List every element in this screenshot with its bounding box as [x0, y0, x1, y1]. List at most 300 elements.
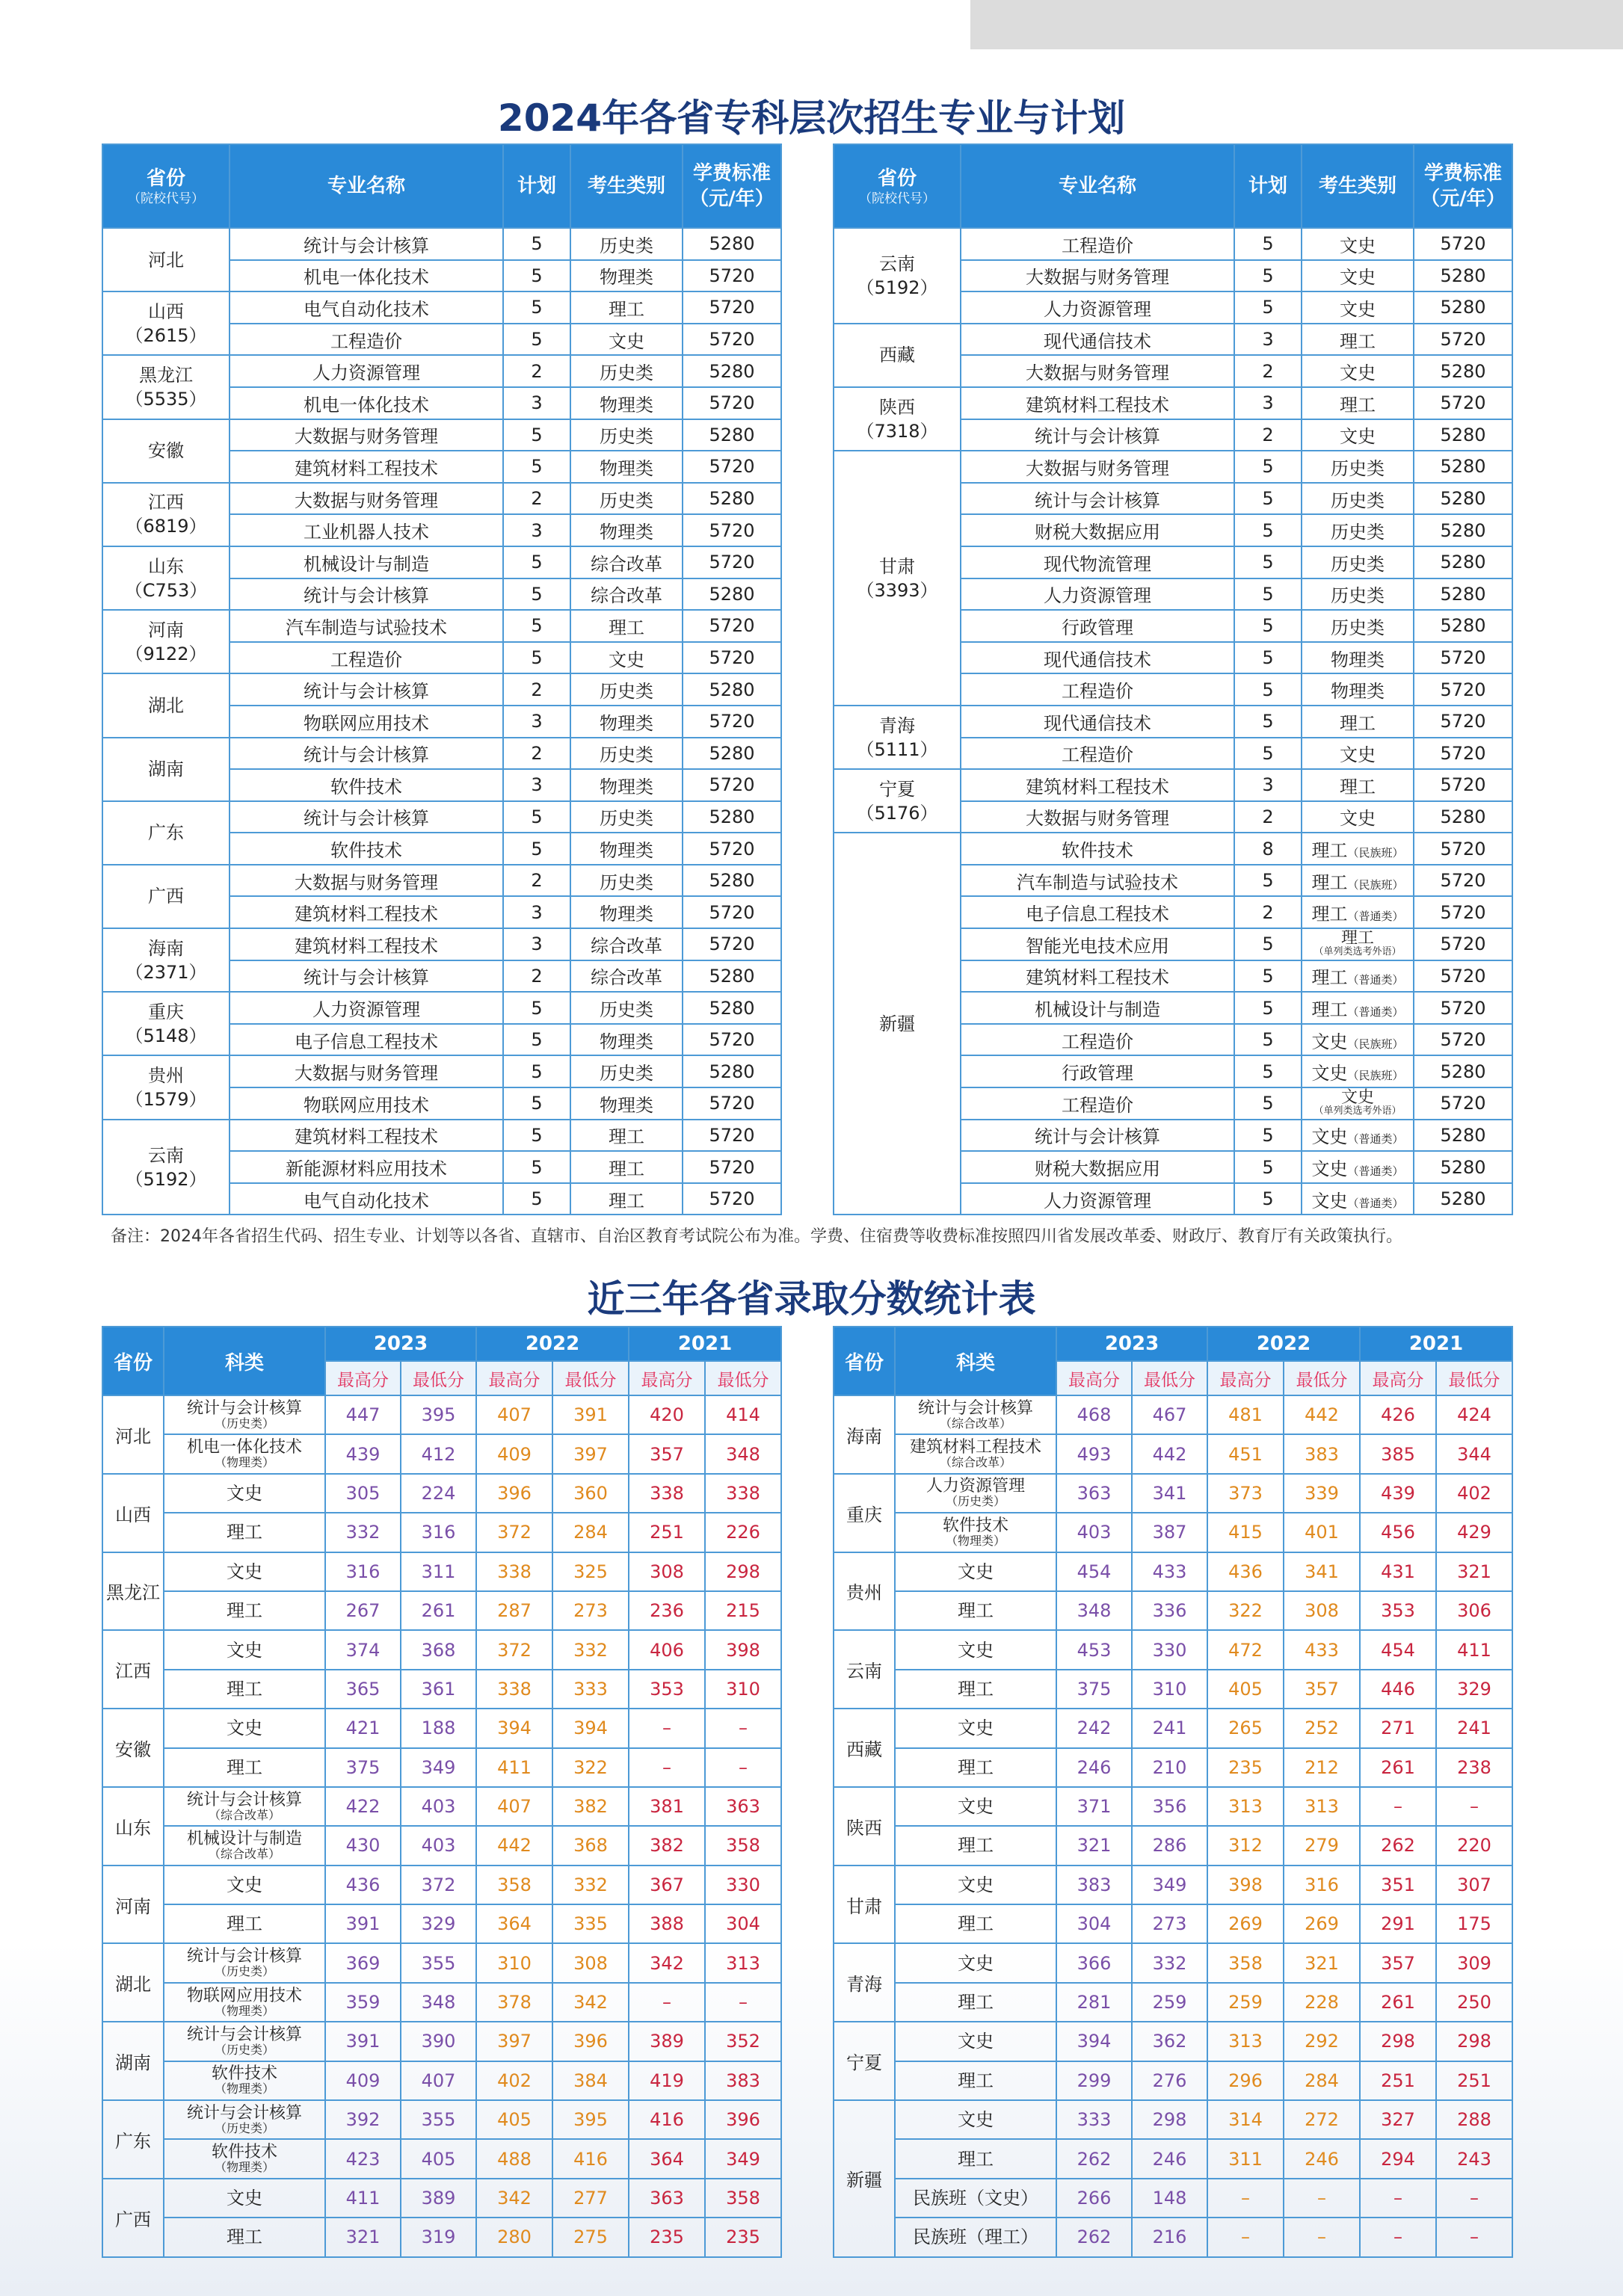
major-name: 工程造价 [961, 738, 1234, 770]
score-2023-min: 298 [1132, 2100, 1207, 2139]
major-name: 人力资源管理 [961, 1183, 1234, 1215]
score-row [834, 1630, 1512, 1669]
score-province-cell: 黑龙江 [102, 1552, 164, 1631]
score-2023-min: 362 [1132, 2022, 1207, 2061]
score-subject: 文史 [164, 1866, 325, 1904]
score-2023-max: 430 [325, 1826, 401, 1865]
plan-count: 5 [1234, 992, 1302, 1024]
major-name: 大数据与财务管理 [230, 419, 503, 451]
tuition-fee: 5280 [1414, 483, 1512, 515]
plan-province-cell [834, 769, 961, 833]
score-header-year: 2022 [476, 1327, 629, 1361]
score-2021-max: 406 [629, 1630, 705, 1669]
score-row [834, 2022, 1512, 2061]
score-row [834, 1904, 1512, 1943]
tuition-fee: 5280 [1414, 451, 1512, 483]
score-2021-max: 294 [1360, 2139, 1436, 2178]
tuition-fee: 5720 [1414, 769, 1512, 801]
score-2022-min: 228 [1284, 1983, 1360, 2022]
score-2021-max: 353 [629, 1670, 705, 1709]
score-subject [164, 2022, 325, 2061]
major-name: 统计与会计核算 [961, 483, 1234, 515]
score-row [102, 1866, 781, 1904]
score-2023-max: 453 [1056, 1630, 1132, 1669]
major-name: 统计与会计核算 [230, 960, 503, 993]
score-province-cell: 西藏 [834, 1709, 895, 1787]
major-name: 大数据与财务管理 [230, 1055, 503, 1087]
score-2023-max: 242 [1056, 1709, 1132, 1747]
score-header-year: 2023 [325, 1327, 476, 1361]
plan-count: 2 [503, 738, 570, 770]
score-2021-min: 306 [1436, 1591, 1512, 1630]
exam-category: 物理类 [1302, 673, 1414, 706]
exam-category: 历史类 [570, 419, 683, 451]
plan-table-right [833, 144, 1513, 1215]
score-2023-max: 266 [1056, 2179, 1132, 2218]
exam-category: 历史类 [1302, 546, 1414, 578]
score-2023-max: 316 [325, 1552, 401, 1591]
score-2023-max: 333 [1056, 2100, 1132, 2139]
subject-name: 人力资源管理 [926, 1477, 1025, 1496]
plan-count: 3 [503, 706, 570, 738]
plan-province-cell [102, 928, 230, 992]
score-2021-min: 310 [705, 1670, 781, 1709]
score-2022-min: 252 [1284, 1709, 1360, 1747]
score-header-year: 2021 [1360, 1327, 1512, 1361]
score-2022-max: 396 [476, 1474, 552, 1513]
exam-category: 文史 [570, 324, 683, 356]
score-2023-min: 349 [1132, 1866, 1207, 1904]
score-2021-min: 243 [1436, 2139, 1512, 2178]
plan-province-cell [834, 228, 961, 324]
score-2022-min: 396 [552, 2022, 629, 2061]
score-subject [164, 1787, 325, 1826]
score-2023-min: 316 [401, 1513, 476, 1552]
score-subject [164, 1943, 325, 1982]
tuition-fee: 5280 [683, 992, 781, 1024]
score-row [102, 1395, 781, 1434]
tuition-fee: 5280 [1414, 260, 1512, 292]
major-name: 统计与会计核算 [230, 578, 503, 611]
major-name: 建筑材料工程技术 [230, 1120, 503, 1152]
tuition-fee: 5720 [1414, 992, 1512, 1024]
score-2021-max: 439 [1360, 1474, 1436, 1513]
exam-category: 文史 [1302, 738, 1414, 770]
score-province-cell: 新疆 [834, 2100, 895, 2257]
plan-count: 5 [503, 1151, 570, 1183]
score-2021-max: 456 [1360, 1513, 1436, 1552]
score-2022-max: 364 [476, 1904, 552, 1943]
tuition-fee: 5720 [683, 610, 781, 642]
province-name: 河北 [148, 249, 184, 271]
score-subject [895, 1395, 1056, 1434]
province-name: 新疆 [879, 1013, 915, 1034]
category-main: 文史 [1311, 1190, 1348, 1212]
tuition-fee: 5720 [1414, 960, 1512, 993]
score-header-province: 省份 [102, 1327, 164, 1395]
score-province-cell: 陕西 [834, 1787, 895, 1866]
major-name: 汽车制造与试验技术 [961, 865, 1234, 897]
corner-decoration-bar [970, 0, 1623, 49]
tuition-fee: 5280 [1414, 1120, 1512, 1152]
score-2022-max: 442 [476, 1826, 552, 1865]
subject-note: （物理类） [214, 2160, 274, 2175]
score-2021-max: 367 [629, 1866, 705, 1904]
plan-row [834, 769, 1512, 801]
exam-category: 历史类 [570, 865, 683, 897]
score-row [834, 1434, 1512, 1473]
plan-header-major: 专业名称 [230, 144, 503, 228]
plan-row [102, 1120, 781, 1152]
score-2021-max: – [629, 1748, 705, 1787]
exam-category: 物理类 [570, 833, 683, 865]
score-2023-min: 259 [1132, 1983, 1207, 2022]
score-2023-max: 391 [325, 2022, 401, 2061]
plan-header-category: 考生类别 [570, 144, 683, 228]
score-2022-min: 212 [1284, 1748, 1360, 1787]
score-2023-max: 359 [325, 1983, 401, 2022]
plan-count: 3 [503, 896, 570, 928]
major-name: 物联网应用技术 [230, 1087, 503, 1120]
score-2023-min: 467 [1132, 1395, 1207, 1434]
exam-category: 综合改革 [570, 546, 683, 578]
tuition-fee: 5720 [683, 706, 781, 738]
score-subject: 理工 [164, 1748, 325, 1787]
score-2021-max: – [629, 1983, 705, 2022]
score-header-subject: 科类 [164, 1327, 325, 1395]
score-row [102, 1826, 781, 1865]
exam-category: 历史类 [1302, 578, 1414, 611]
subject-note: （物理类） [214, 2081, 274, 2096]
exam-category: 物理类 [570, 387, 683, 419]
category-note: （民族班） [1347, 846, 1404, 860]
tuition-fee: 5720 [1414, 324, 1512, 356]
score-row [834, 2139, 1512, 2178]
major-name: 软件技术 [230, 833, 503, 865]
score-2023-max: 332 [325, 1513, 401, 1552]
score-2023-max: 299 [1056, 2061, 1132, 2100]
score-2022-min: 382 [552, 1787, 629, 1826]
tuition-fee: 5720 [683, 1087, 781, 1120]
score-2023-max: 493 [1056, 1434, 1132, 1473]
score-2023-min: 241 [1132, 1709, 1207, 1747]
plan-row [102, 673, 781, 706]
score-2022-max: 436 [1207, 1552, 1284, 1591]
plan-count: 5 [1234, 1055, 1302, 1087]
score-province-cell: 青海 [834, 1943, 895, 2022]
subject-note: （物理类） [945, 1533, 1005, 1548]
major-name: 统计与会计核算 [230, 228, 503, 260]
tuition-fee: 5280 [1414, 1151, 1512, 1183]
plan-row [102, 928, 781, 960]
province-code: （7318） [856, 420, 938, 442]
score-header-min: 最低分 [1436, 1361, 1512, 1395]
score-2021-min: 226 [705, 1513, 781, 1552]
major-name: 机电一体化技术 [230, 387, 503, 419]
score-2023-min: 336 [1132, 1591, 1207, 1630]
major-name: 行政管理 [961, 610, 1234, 642]
score-row [834, 1983, 1512, 2022]
score-2021-min: – [1436, 1787, 1512, 1826]
score-2023-min: 341 [1132, 1474, 1207, 1513]
score-row [102, 1513, 781, 1552]
score-2023-min: 361 [401, 1670, 476, 1709]
score-2021-max: – [1360, 2179, 1436, 2218]
major-name: 人力资源管理 [961, 578, 1234, 611]
major-name: 现代通信技术 [961, 642, 1234, 674]
plan-province-cell [834, 387, 961, 451]
score-2023-min: 329 [401, 1904, 476, 1943]
category-main: 文史 [1311, 1158, 1348, 1180]
exam-category: 历史类 [570, 801, 683, 833]
score-2022-max: 407 [476, 1395, 552, 1434]
score-row [834, 1474, 1512, 1513]
plan-count: 5 [503, 801, 570, 833]
score-row [102, 1787, 781, 1826]
major-name: 建筑材料工程技术 [961, 769, 1234, 801]
plan-count: 5 [503, 1024, 570, 1056]
score-2021-max: 235 [629, 2218, 705, 2256]
score-2022-max: 269 [1207, 1904, 1284, 1943]
major-name: 人力资源管理 [961, 291, 1234, 324]
score-2022-max: 409 [476, 1434, 552, 1473]
score-header-year: 2022 [1207, 1327, 1360, 1361]
major-name: 机电一体化技术 [230, 260, 503, 292]
plan-header-province: 省份 （院校代号） [102, 144, 230, 228]
score-2021-min: 241 [1436, 1709, 1512, 1747]
score-2023-max: 262 [1056, 2218, 1132, 2256]
score-2023-max: 369 [325, 1943, 401, 1982]
plan-count: 5 [1234, 578, 1302, 611]
score-2022-max: – [1207, 2179, 1284, 2218]
plan-count: 5 [1234, 483, 1302, 515]
subject-name: 统计与会计核算 [917, 1398, 1033, 1418]
plan-province-cell [102, 992, 230, 1055]
major-name: 智能光电技术应用 [961, 928, 1234, 960]
tuition-fee: 5720 [683, 387, 781, 419]
score-2021-min: 383 [705, 2061, 781, 2100]
score-subject: 文史 [895, 1866, 1056, 1904]
score-2022-max: 314 [1207, 2100, 1284, 2139]
score-2023-max: 365 [325, 1670, 401, 1709]
province-code: （1579） [125, 1089, 207, 1111]
plan-province-cell [102, 1055, 230, 1119]
score-2022-min: 332 [552, 1866, 629, 1904]
score-2023-max: 375 [325, 1748, 401, 1787]
plan-count: 5 [1234, 642, 1302, 674]
tuition-fee: 5280 [1414, 1183, 1512, 1215]
tuition-fee: 5720 [1414, 738, 1512, 770]
major-name: 机械设计与制造 [230, 546, 503, 578]
score-2023-min: 355 [401, 2100, 476, 2139]
score-subject: 理工 [164, 2218, 325, 2256]
tuition-fee: 5720 [1414, 642, 1512, 674]
score-row [102, 1904, 781, 1943]
plan-count: 3 [1234, 324, 1302, 356]
tuition-fee: 5720 [683, 833, 781, 865]
exam-category: 物理类 [570, 451, 683, 483]
score-header-max: 最高分 [325, 1361, 401, 1395]
score-2023-min: 355 [401, 1943, 476, 1982]
score-2023-min: 310 [1132, 1670, 1207, 1709]
score-2021-min: 251 [1436, 2061, 1512, 2100]
plan-province-cell [102, 673, 230, 737]
score-2021-max: 271 [1360, 1709, 1436, 1747]
score-2022-min: 325 [552, 1552, 629, 1591]
plan-row [102, 1055, 781, 1087]
plan-count: 3 [503, 387, 570, 419]
plan-header-fee: 学费标准 （元/年） [1414, 144, 1512, 228]
subject-name: 建筑材料工程技术 [909, 1438, 1041, 1457]
score-province-cell: 海南 [834, 1395, 895, 1474]
score-subject: 文史 [895, 1552, 1056, 1591]
exam-category [1302, 960, 1414, 993]
score-2022-min: 401 [1284, 1513, 1360, 1552]
exam-category: 综合改革 [570, 928, 683, 960]
tuition-fee: 5720 [683, 451, 781, 483]
subject-name: 软件技术 [211, 2143, 277, 2162]
subject-note: （综合改革） [939, 1455, 1011, 1470]
province-name: 安徽 [148, 440, 184, 462]
major-name: 大数据与财务管理 [230, 865, 503, 897]
exam-category: 文史 [1302, 419, 1414, 451]
plan-header-category: 考生类别 [1302, 144, 1414, 228]
plan-count: 5 [503, 578, 570, 611]
score-2022-min: 313 [1284, 1787, 1360, 1826]
major-name: 人力资源管理 [230, 992, 503, 1024]
score-2023-min: 389 [401, 2179, 476, 2218]
score-row [834, 2218, 1512, 2256]
score-2023-max: 403 [1056, 1513, 1132, 1552]
score-2021-max: 388 [629, 1904, 705, 1943]
tuition-fee: 5280 [683, 419, 781, 451]
province-name: 广东 [148, 822, 184, 844]
tuition-fee: 5720 [1414, 1024, 1512, 1056]
score-2022-min: 416 [552, 2139, 629, 2178]
score-2021-min: 349 [705, 2139, 781, 2178]
plan-province-cell [102, 355, 230, 419]
score-2023-min: 405 [401, 2139, 476, 2178]
score-2021-min: 238 [1436, 1748, 1512, 1787]
major-name: 建筑材料工程技术 [961, 960, 1234, 993]
plan-count: 5 [1234, 228, 1302, 260]
score-header-subject: 科类 [895, 1327, 1056, 1395]
score-header-year: 2023 [1056, 1327, 1207, 1361]
score-2023-max: 348 [1056, 1591, 1132, 1630]
major-name: 现代物流管理 [961, 546, 1234, 578]
score-2021-min: 329 [1436, 1670, 1512, 1709]
score-subject: 理工 [895, 1748, 1056, 1787]
tuition-fee: 5280 [1414, 514, 1512, 546]
score-2021-max: 385 [1360, 1434, 1436, 1473]
subject-note: （综合改革） [208, 1807, 280, 1822]
plan-row [834, 387, 1512, 419]
score-2023-min: 311 [401, 1552, 476, 1591]
tuition-fee: 5280 [683, 673, 781, 706]
score-2021-max: 426 [1360, 1395, 1436, 1434]
major-name: 汽车制造与试验技术 [230, 610, 503, 642]
province-name: 黑龙江 [139, 364, 193, 386]
score-subject: 理工 [164, 1904, 325, 1943]
score-2022-max: 372 [476, 1513, 552, 1552]
score-row [834, 1670, 1512, 1709]
tuition-fee: 5720 [1414, 673, 1512, 706]
plan-table-left [102, 144, 782, 1215]
exam-category: 历史类 [570, 355, 683, 387]
score-2022-min: – [1284, 2218, 1360, 2256]
score-2023-min: 286 [1132, 1826, 1207, 1865]
score-2022-min: 397 [552, 1434, 629, 1473]
score-2021-min: 298 [1436, 2022, 1512, 2061]
category-note: （民族班） [1347, 877, 1404, 892]
score-2021-max: 291 [1360, 1904, 1436, 1943]
score-2023-min: 332 [1132, 1943, 1207, 1982]
score-2022-max: 313 [1207, 1787, 1284, 1826]
subject-name: 统计与会计核算 [186, 1398, 302, 1418]
score-row [834, 1513, 1512, 1552]
category-main: 理工 [1311, 871, 1348, 893]
category-note: （普通类） [1347, 1132, 1404, 1147]
score-2023-max: 262 [1056, 2139, 1132, 2178]
score-subject: 理工 [164, 1670, 325, 1709]
score-2021-min: 398 [705, 1630, 781, 1669]
tuition-fee: 5720 [683, 1151, 781, 1183]
category-main: 文史 [1340, 1088, 1374, 1108]
plan-province-cell [102, 291, 230, 355]
score-2022-min: 384 [552, 2061, 629, 2100]
plan-province-cell [102, 738, 230, 801]
score-2021-min: 298 [705, 1552, 781, 1591]
exam-category: 理工 [570, 291, 683, 324]
province-code: （5111） [856, 738, 938, 760]
score-subject: 理工 [895, 1983, 1056, 2022]
exam-category: 历史类 [570, 738, 683, 770]
major-name: 统计与会计核算 [230, 673, 503, 706]
category-main: 文史 [1311, 1063, 1348, 1084]
score-row [102, 1748, 781, 1787]
score-2023-max: 375 [1056, 1670, 1132, 1709]
major-name: 财税大数据应用 [961, 514, 1234, 546]
plan-row [102, 291, 781, 324]
score-table-left [102, 1326, 782, 2258]
score-2021-min: 352 [705, 2022, 781, 2061]
score-2021-max: 364 [629, 2139, 705, 2178]
score-subject: 理工 [895, 1670, 1056, 1709]
score-row [834, 2061, 1512, 2100]
score-2022-max: 280 [476, 2218, 552, 2256]
score-2022-max: 296 [1207, 2061, 1284, 2100]
province-code: （3393） [856, 579, 938, 601]
plan-count: 3 [1234, 769, 1302, 801]
score-2023-min: 330 [1132, 1630, 1207, 1669]
score-province-cell: 湖北 [102, 1943, 164, 2022]
province-name: 海南 [148, 937, 184, 959]
score-2021-min: – [705, 1983, 781, 2022]
major-name: 统计与会计核算 [961, 1120, 1234, 1152]
province-name: 湖北 [148, 694, 184, 716]
plan-count: 5 [1234, 514, 1302, 546]
score-subject [895, 1513, 1056, 1552]
score-row [834, 1748, 1512, 1787]
exam-category [1302, 1055, 1414, 1087]
score-row [834, 1395, 1512, 1434]
score-2022-min: 442 [1284, 1395, 1360, 1434]
score-2023-max: 391 [325, 1904, 401, 1943]
score-2022-max: 338 [476, 1552, 552, 1591]
score-province-cell: 江西 [102, 1630, 164, 1709]
tuition-fee: 5280 [1414, 291, 1512, 324]
province-name: 云南 [879, 253, 915, 274]
